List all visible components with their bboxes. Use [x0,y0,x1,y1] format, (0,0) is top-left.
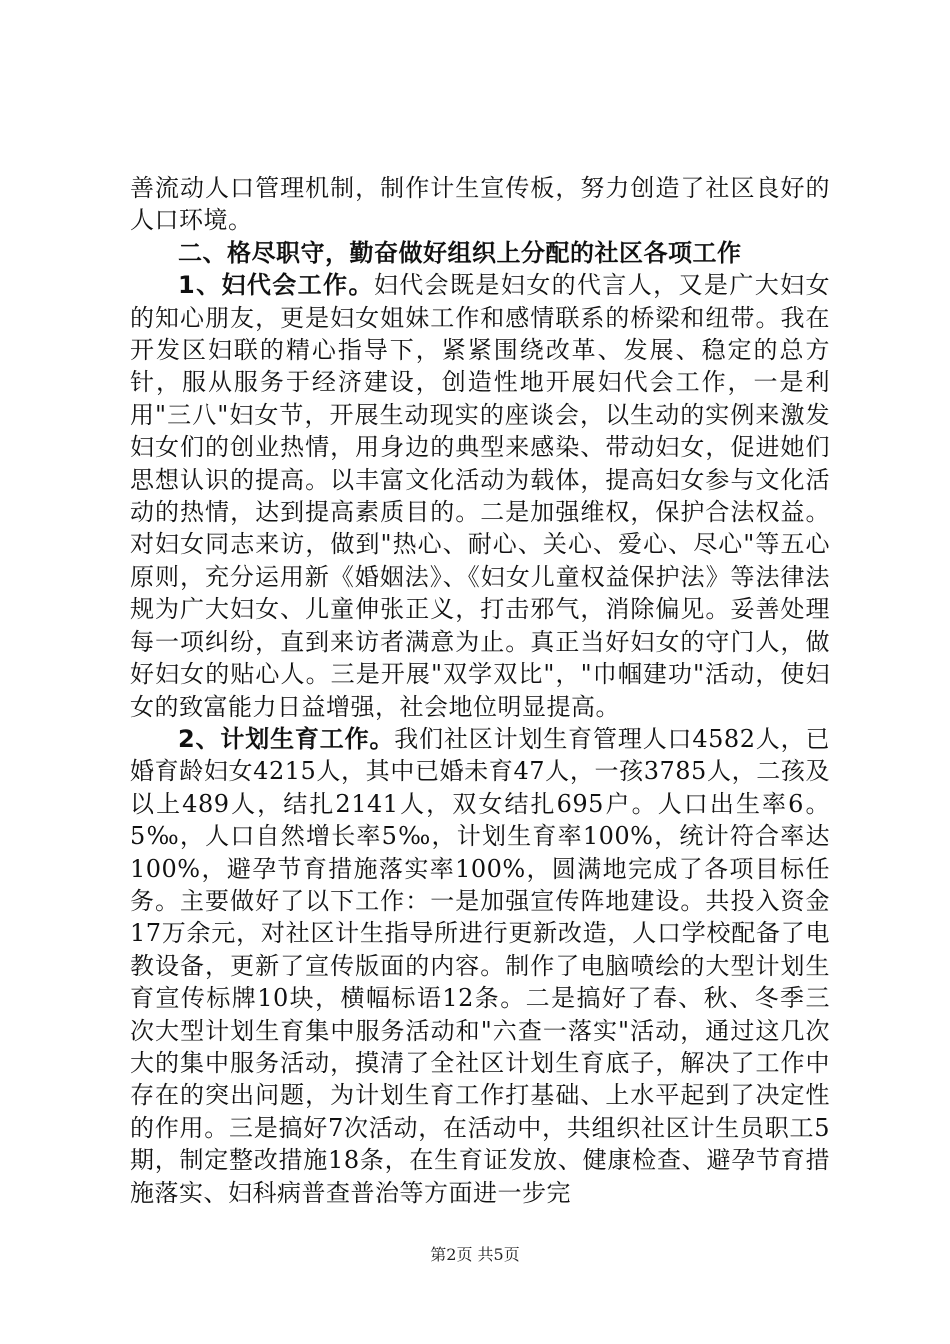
paragraph-womens-federation [130,269,830,723]
paragraph-family-planning [130,723,830,1209]
section-heading: 二、格尽职守，勤奋做好组织上分配的社区各项工作 [178,238,742,267]
continuation-paragraph: 善流动人口管理机制，制作计生宣传板，努力创造了社区良好的人口环境。 [130,174,830,235]
item2-text: 我们社区计划生育管理人口4582人，已婚育龄妇女4215人，其中已婚未育47人，一孩3785人，二孩及以上489人，结扎2141人，双女结扎695户。人口出生率6。5‰，人口自然增长率5‰，计划生育率100%，统计符合率达100%，避孕节育措施落实率100%，圆满地完成了各项目标任务。主要做好了以下工作：一是加强宣传阵地建设。共投入资金17万余元，对社区计生指导所进行更新改造，人口学校配备了电教设备，更新了宣传版面的内容。制作了电脑喷绘的大型计划生育宣传标牌10块，横幅标语12条。二是搞好了春、秋、冬季三次大型计划生育集中服务活动和"六查一落实"活动，通过这几次大的集中服务活动，摸清了全社区计划生育底子，解决了工作中存在的突出问题，为计划生育工作打基础、上水平起到了决定性的作用。三是搞好7次活动，在活动中，共组织社区计生员职工5期，制定整改措施18条，在生育证发放、健康检查、避孕节育措施落实、妇科病普查普治等方面进一步完 [130,724,830,1207]
page-footer: 第2页 共5页 [430,1245,520,1264]
item1-text: 妇代会既是妇女的代言人，又是广大妇女的知心朋友，更是妇女姐妹工作和感情联系的桥梁和纽带。我在开发区妇联的精心指导下，紧紧围绕改革、发展、稳定的总方针，服从服务于经济建设，创造性地开展妇代会工作，一是利用"三八"妇女节，开展生动现实的座谈会，以生动的实例来激发妇女们的创业热情，用身边的典型来感染、带动妇女，促进她们思想认识的提高。以丰富文化活动为载体，提高妇女参与文化活动的热情，达到提高素质目的。二是加强维权，保护合法权益。对妇女同志来访，做到"热心、耐心、关心、爱心、尽心"等五心原则，充分运用新《婚姻法》、《妇女儿童权益保护法》等法律法规为广大妇女、儿童伸张正义，打击邪气，消除偏见。妥善处理每一项纠纷，直到来访者满意为止。真正当好妇女的守门人，做好妇女的贴心人。三是开展"双学双比"，"巾帼建功"活动，使妇女的致富能力日益增强，社会地位明显提高。 [130,271,831,721]
item1-lead: 1、妇代会工作。 [178,271,374,300]
document-body [130,172,830,1209]
item2-lead: 2、计划生育工作。 [178,724,395,753]
